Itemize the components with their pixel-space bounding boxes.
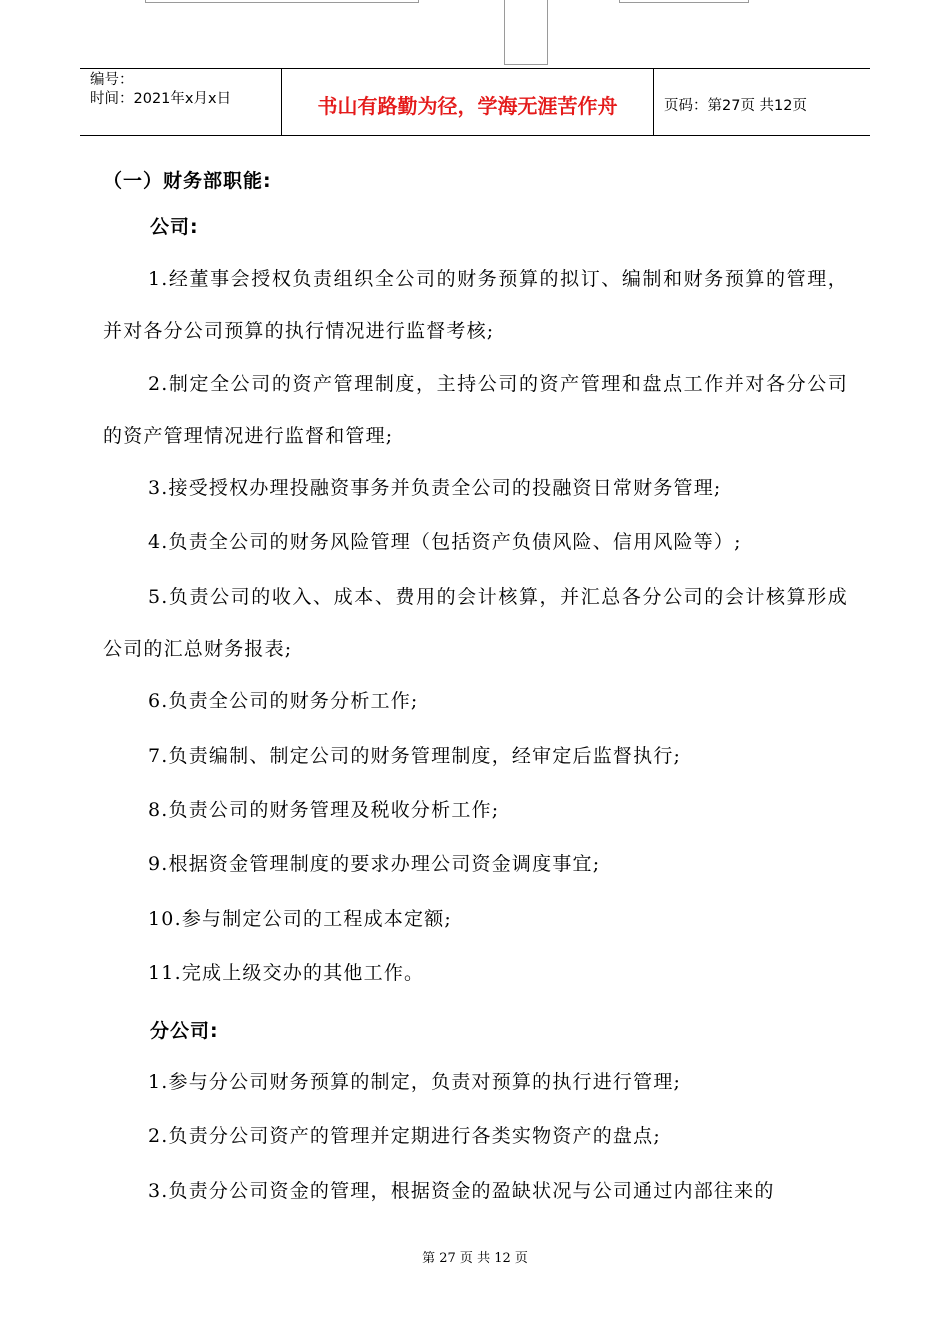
company-item-10: 10.参与制定公司的工程成本定额;	[148, 908, 453, 930]
company-item-4: 4.负责全公司的财务风险管理（包括资产负债风险、信用风险等）;	[148, 531, 742, 553]
header-page-info: 页码：第27页 共12页	[664, 97, 808, 114]
top-box-center	[504, 0, 548, 65]
company-item-5: 5.负责公司的收入、成本、费用的会计核算，并汇总各分公司的会计核算形成公司的汇总财务报表;	[103, 586, 848, 660]
company-item-6: 6.负责全公司的财务分析工作;	[148, 690, 419, 712]
page-footer: 第 27 页 共 12 页	[422, 1251, 528, 1266]
company-item-11: 11.完成上级交办的其他工作。	[148, 962, 425, 984]
number-label: 编号：	[90, 72, 134, 88]
time-label: 时间：2021年x月x日	[90, 91, 232, 107]
document-header	[80, 68, 870, 136]
top-box-left	[145, 0, 419, 3]
company-item-1: 1.经董事会授权负责组织全公司的财务预算的拟订、编制和财务预算的管理，并对各分公司预算的执行情况进行监督考核;	[103, 268, 848, 342]
company-item-2: 2.制定全公司的资产管理制度，主持公司的资产管理和盘点工作并对各分公司的资产管理情况进行监督和管理;	[103, 373, 848, 447]
top-box-right	[619, 0, 749, 3]
company-item-7: 7.负责编制、制定公司的财务管理制度，经审定后监督执行;	[148, 745, 682, 767]
header-meta	[80, 69, 282, 135]
branch-item-1: 1.参与分公司财务预算的制定，负责对预算的执行进行管理;	[148, 1071, 682, 1093]
branch-item-3: 3.负责分公司资金的管理，根据资金的盈缺状况与公司通过内部往来的	[148, 1180, 775, 1202]
company-item-9: 9.根据资金管理制度的要求办理公司资金调度事宜;	[148, 853, 601, 875]
header-motto: 书山有路勤为径，学海无涯苦作舟	[282, 69, 654, 135]
branch-item-2: 2.负责分公司资产的管理并定期进行各类实物资产的盘点;	[148, 1125, 661, 1147]
company-item-8: 8.负责公司的财务管理及税收分析工作;	[148, 799, 500, 821]
company-item-3: 3.接受授权办理投融资事务并负责全公司的投融资日常财务管理;	[148, 477, 722, 499]
section-title: （一）财务部职能:	[103, 170, 272, 192]
branch-title: 分公司:	[150, 1020, 219, 1042]
company-title: 公司:	[150, 216, 199, 238]
